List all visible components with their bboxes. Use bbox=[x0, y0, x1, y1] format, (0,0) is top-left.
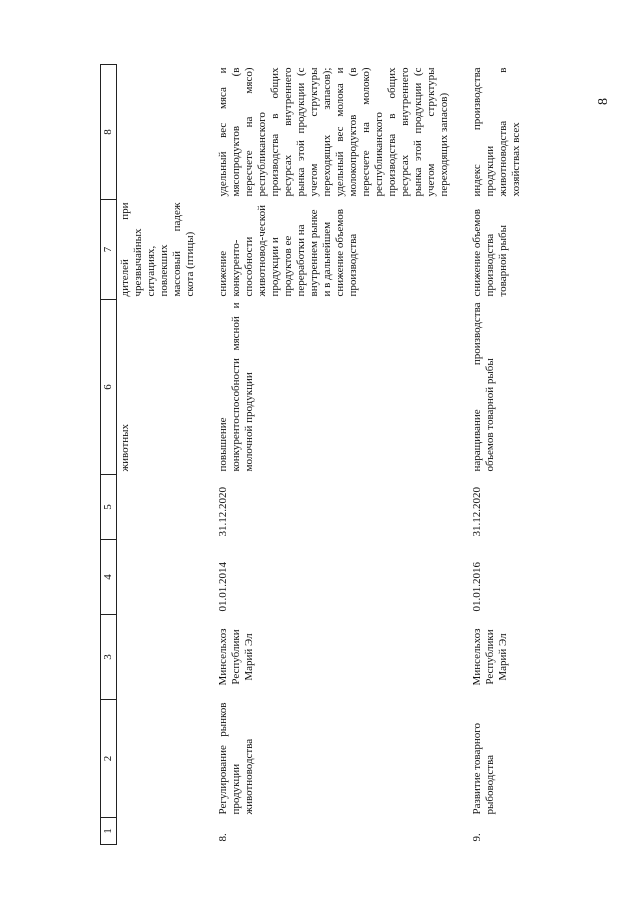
end-date: 31.12.2020 bbox=[217, 487, 229, 537]
consequence-cell: дителей при чрезвычайных ситуациях, повлекших массовый падеж скота (птицы) bbox=[119, 202, 196, 297]
column-header: 5 bbox=[101, 475, 117, 540]
table-row bbox=[215, 65, 453, 845]
executor: Минсельхоз Республики Марий Эл bbox=[471, 628, 509, 686]
page-number: 8 bbox=[596, 98, 611, 105]
measure-name: Регулирование рынков продукции животноводства bbox=[217, 702, 255, 815]
column-header: 2 bbox=[101, 700, 117, 818]
program-measures-table bbox=[100, 64, 525, 845]
column-number-header bbox=[101, 65, 117, 845]
end-date: 31.12.2020 bbox=[471, 487, 483, 537]
executor: Минсельхоз Республики Марий Эл bbox=[217, 628, 255, 686]
consequence: снижение объемов производства товарной рыбы bbox=[471, 209, 509, 297]
column-header: 4 bbox=[101, 540, 117, 615]
indicator: индекс производства продукции животноводства в хозяйствах всех bbox=[471, 67, 522, 197]
continuation-row bbox=[117, 65, 200, 845]
column-header: 7 bbox=[101, 200, 117, 300]
row-number: 9. bbox=[471, 833, 483, 842]
expected-result: повышение конкурентоспособности мясной и молочной продукции bbox=[217, 302, 255, 472]
measure-name: Развитие товарного рыбоводства bbox=[471, 723, 496, 815]
column-header: 3 bbox=[101, 615, 117, 700]
result-cell: животных bbox=[119, 423, 131, 472]
expected-result: наращивание производства объемов товарной рыбы bbox=[471, 302, 496, 472]
start-date: 01.01.2016 bbox=[471, 562, 483, 612]
column-header: 8 bbox=[101, 65, 117, 200]
consequence: снижение конкуренто-способности животновод-ческой продукции и продуктов ее переработки на внутреннем рынке и в дальнейшем снижение объемов производства bbox=[217, 205, 359, 297]
row-number: 8. bbox=[217, 833, 229, 842]
column-header: 1 bbox=[101, 818, 117, 845]
start-date: 01.01.2014 bbox=[217, 562, 229, 612]
column-header: 6 bbox=[101, 300, 117, 475]
indicator: удельный вес мяса и мясопродуктов (в пересчете на мясо) республиканского производства в общих ресурсах внутреннего рынка этой продукции (с учетом структуры переходящих запасов); удельный вес молока и молокопродуктов (в пересчете на молоко) республиканского производства в общих ресурсах внутреннего рынка этой продукции (с учетом структуры переходящих запасов) bbox=[217, 67, 450, 197]
table-row bbox=[469, 65, 525, 845]
